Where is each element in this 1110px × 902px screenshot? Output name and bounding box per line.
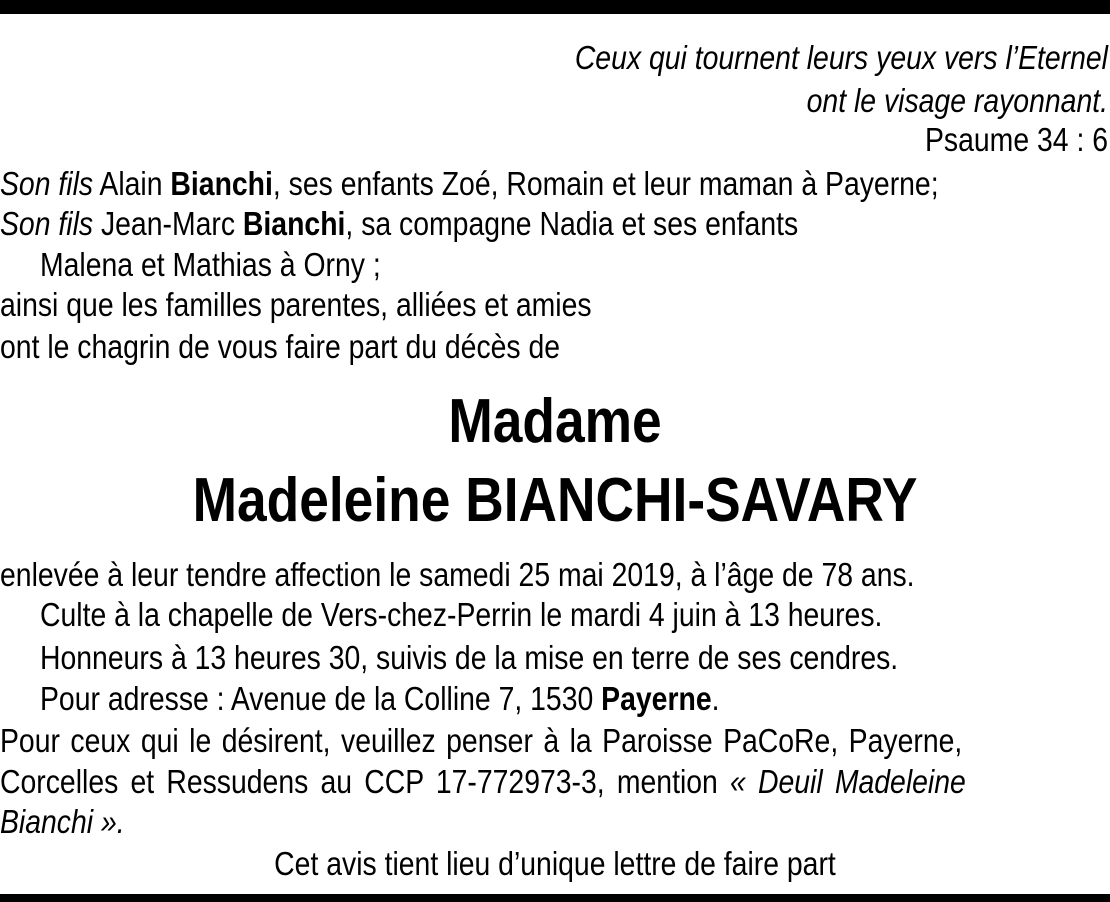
epigraph-reference: Psaume 34 : 6 <box>924 121 1108 158</box>
family-line-4: ainsi que les familles parentes, alliées et amies <box>0 286 592 323</box>
first-name: Alain <box>99 165 163 202</box>
family-line-5: ont le chagrin de vous faire part du décès de <box>0 328 561 365</box>
family-line-1 <box>0 164 955 204</box>
address-text: Pour adresse : Avenue de la Colline 7, 1530 <box>40 680 594 717</box>
details-line-1: enlevée à leur tendre affection le samedi 25 mai 2019, à l’âge de 78 ans. <box>0 556 915 593</box>
surname: Bianchi <box>170 165 273 202</box>
closing-line: Cet avis tient lieu d’unique lettre de faire part <box>274 845 836 882</box>
family-text: , sa compagne Nadia et ses enfants <box>345 205 799 242</box>
donation-mention: « Deuil Madeleine <box>730 763 966 800</box>
deceased-name: Madeleine BIANCHI-SAVARY <box>192 466 918 535</box>
address-line <box>40 679 995 719</box>
epigraph-line-2: ont le visage rayonnant. <box>806 82 1108 119</box>
donation-line-1: Pour ceux qui le désirent, veuillez penser à la Paroisse PaCoRe, Payerne, <box>0 722 963 759</box>
family-line-3: Malena et Mathias à Orny ; <box>40 246 381 283</box>
epigraph-line-1: Ceux qui tournent leurs yeux vers l’Eternel <box>574 39 1108 76</box>
relation-label: Son fils <box>0 165 94 202</box>
deceased-title: Madame <box>448 387 662 456</box>
top-border <box>0 0 1110 14</box>
donation-text: Corcelles et Ressudens au CCP 17-772973-3, mention <box>0 763 718 800</box>
relation-label: Son fils <box>0 205 94 242</box>
address-end: . <box>711 680 720 717</box>
service-line: Culte à la chapelle de Vers-chez-Perrin le mardi 4 juin à 13 heures. <box>40 596 883 633</box>
surname: Bianchi <box>242 205 346 242</box>
bottom-border <box>0 894 1110 902</box>
address-city: Payerne <box>601 680 712 717</box>
family-line-2 <box>0 204 955 244</box>
donation-line-3: Bianchi ». <box>0 803 125 840</box>
donation-line-2 <box>0 762 966 802</box>
first-name: Jean-Marc <box>100 205 236 242</box>
honours-line: Honneurs à 13 heures 30, suivis de la mise en terre de ses cendres. <box>40 639 899 676</box>
family-text: , ses enfants Zoé, Romain et leur maman à Payerne; <box>272 165 939 202</box>
